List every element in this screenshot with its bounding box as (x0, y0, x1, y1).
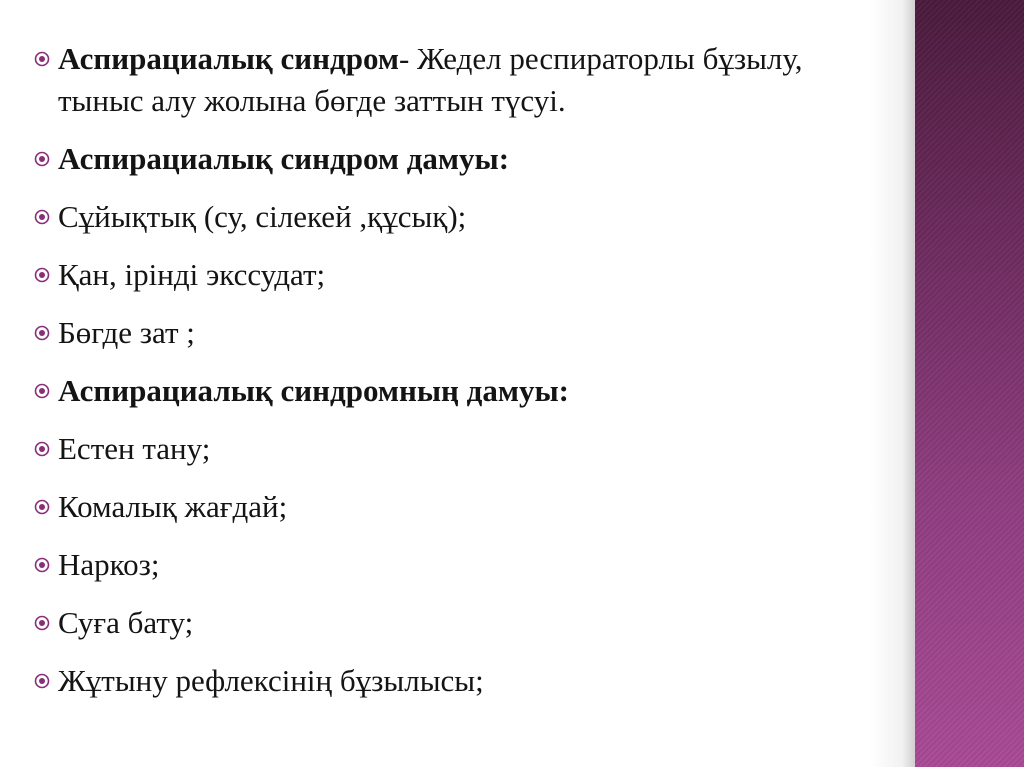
circled-dot-icon (30, 254, 58, 296)
list-item (30, 486, 890, 528)
list-item-text (58, 138, 890, 180)
list-item (30, 544, 890, 586)
list-item-rest: Естен тану; (58, 431, 211, 466)
circled-dot-icon (30, 486, 58, 528)
circled-dot-icon (30, 428, 58, 470)
circled-dot-icon (30, 38, 58, 80)
circled-dot-icon (30, 312, 58, 354)
list-item-bold: Аспирациалық синдром (58, 41, 399, 76)
list-item-rest: Қан, ірінді экссудат; (58, 257, 326, 292)
list-item (30, 428, 890, 470)
list-item-rest: Наркоз; (58, 547, 160, 582)
list-item-bold: Аспирациалық синдром дамуы: (58, 141, 510, 176)
list-item-text (58, 254, 890, 296)
list-item-text (58, 196, 890, 238)
list-item-bold: Аспирациалық синдромның дамуы: (58, 373, 569, 408)
list-item-rest: Бөгде зат ; (58, 315, 195, 350)
list-item-text (58, 544, 890, 586)
list-item (30, 138, 890, 180)
list-item (30, 254, 890, 296)
circled-dot-icon (30, 370, 58, 412)
list-item-text (58, 602, 890, 644)
list-item (30, 312, 890, 354)
list-item-text (58, 486, 890, 528)
circled-dot-icon (30, 602, 58, 644)
list-item-rest: Комалық жағдай; (58, 489, 288, 524)
list-item (30, 602, 890, 644)
list-item-rest: Сұйықтық (су, сілекей ,құсық); (58, 199, 467, 234)
list-item-text (58, 660, 890, 702)
list-item-rest: Жұтыну рефлексінің бұзылысы; (58, 663, 484, 698)
list-item-text (58, 312, 890, 354)
circled-dot-icon (30, 660, 58, 702)
list-item-text (58, 370, 890, 412)
list-item-rest: - Жедел респираторлы бұзылу, тыныс алу жолына бөгде заттын түсуі. (58, 41, 803, 118)
bullet-list (30, 38, 890, 718)
list-item-rest: Суға бату; (58, 605, 194, 640)
list-item (30, 660, 890, 702)
side-decoration-band (915, 0, 1024, 767)
circled-dot-icon (30, 196, 58, 238)
list-item (30, 196, 890, 238)
list-item (30, 370, 890, 412)
list-item-text (58, 38, 890, 122)
circled-dot-icon (30, 138, 58, 180)
circled-dot-icon (30, 544, 58, 586)
list-item (30, 38, 890, 122)
list-item-text (58, 428, 890, 470)
